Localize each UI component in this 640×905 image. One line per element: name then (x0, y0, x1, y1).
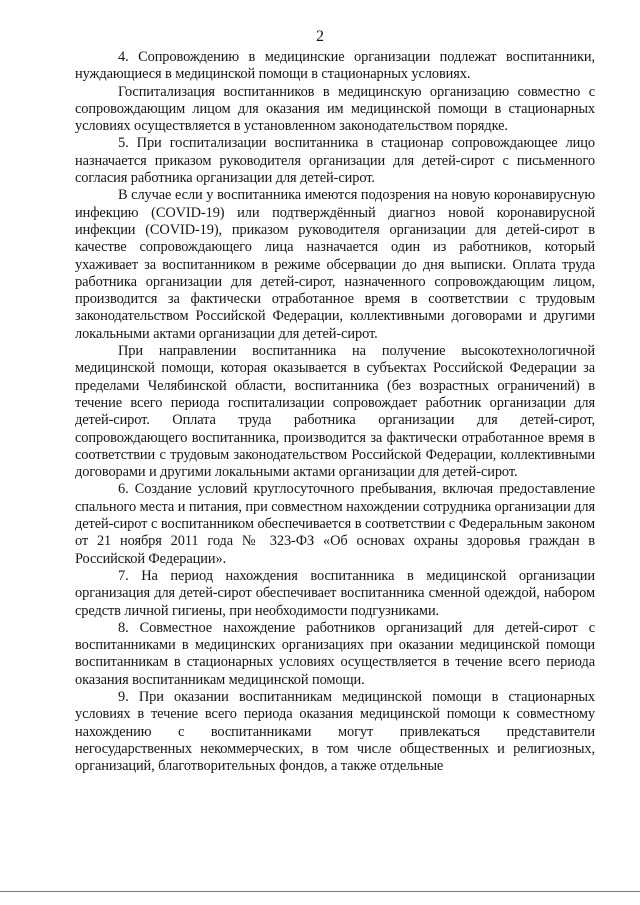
paragraph-item-8: 8. Совместное нахождение работников организаций для детей-сирот с воспитанниками в медицинских организациях при оказании медицинской помощи воспитанникам в стационарных условиях осуществляется в течение всего периода оказания воспитанникам медицинской помощи. (75, 619, 595, 688)
paragraph-item-9: 9. При оказании воспитанникам медицинской помощи в стационарных условиях в течение всего периода оказания медицинской помощи к совместному нахождению с воспитанниками могут привлекаться представители негосударственных некоммерческих, в том числе общественных и религиозных, организаций, благотворительных фондов, а также отдельные (75, 688, 595, 775)
paragraph-item-6: 6. Создание условий круглосуточного пребывания, включая предоставление спального места и питания, при совместном нахождении сотрудника организации для детей-сирот с воспитанником обеспечивается в соответствии с Федеральным законом от 21 ноября 2011 года № 323-ФЗ «Об основах охраны здоровья граждан в Российской Федерации». (75, 481, 595, 567)
paragraph-item-4: 4. Сопровождению в медицинские организации подлежат воспитанники, нуждающиеся в медицинской помощи в стационарных условиях. (75, 49, 595, 83)
paragraph-high-tech-care: При направлении воспитанника на получение высокотехнологичной медицинской помощи, которая оказывается в субъектах Российской Федерации за пределами Челябинской области, воспитанника (без возрастных ограничений) в течение всего периода госпитализации сопровождает работник организации для детей-сирот. Оплата труда работника организации для детей-сирот, сопровождающего воспитанника, производится за фактически отработанное время в соответствии с трудовым законодательством Российской Федерации, коллективными договорами и другими локальными актами организации для детей-сирот. (75, 343, 595, 481)
page-number: 2 (316, 28, 324, 45)
paragraph-covid: В случае если у воспитанника имеются подозрения на новую коронавирусную инфекцию (COVID-19) или подтверждённый диагноз новой коронавирусной инфекции (COVID-19), приказом руководителя организации для детей-сирот в качестве сопровождающего лица назначается один из работников, который ухаживает за воспитанником в режиме обсервации до дня выписки. Оплата труда работника организации для детей-сирот, назначенного сопровождающим лицом, производится за фактически отработанное время в соответствии с трудовым законодательством Российской Федерации, коллективными договорами и другими локальными актами организации для детей-сирот. (75, 187, 595, 342)
page-bottom-rule (0, 891, 640, 892)
document-body (75, 49, 595, 775)
paragraph-item-7: 7. На период нахождения воспитанника в медицинской организации организация для детей-сирот обеспечивает воспитанника сменной одеждой, набором средств личной гигиены, при необходимости подгузниками. (75, 567, 595, 619)
paragraph-hospitalization: Госпитализация воспитанников в медицинскую организацию совместно с сопровождающим лицом для оказания им медицинской помощи в стационарных условиях осуществляется в установленном законодательством порядке. (75, 83, 595, 135)
paragraph-item-5: 5. При госпитализации воспитанника в стационар сопровождающее лицо назначается приказом руководителя организации для детей-сирот с письменного согласия работника организации для детей-сирот. (75, 135, 595, 187)
